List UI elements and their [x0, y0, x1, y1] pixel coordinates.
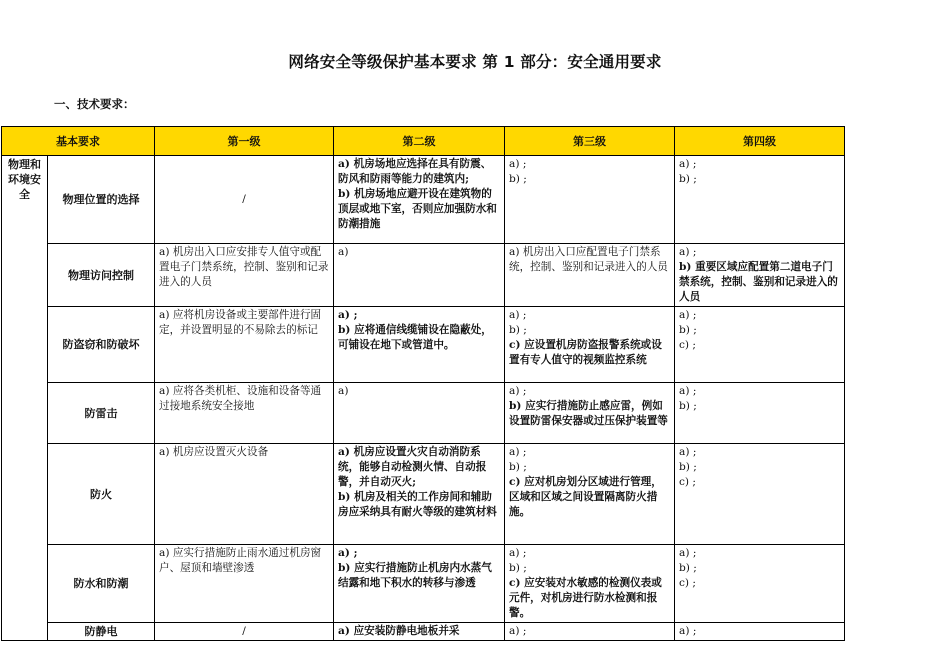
table-body — [2, 156, 845, 641]
header-level-4: 第四级 — [675, 127, 845, 156]
requirement-text: a) 机房出入口应安排专人值守或配置电子门禁系统，控制、鉴别和记录进入的人员 — [159, 246, 329, 288]
level-1-cell — [155, 156, 334, 244]
requirement-text: c) ; — [679, 339, 697, 351]
requirement-text: b) ; — [679, 562, 697, 574]
requirement-text: a) ; — [679, 547, 697, 559]
level-1-cell — [155, 244, 334, 307]
requirement-text: a) 机房场地应选择在具有防震、防风和防雨等能力的建筑内; — [338, 158, 492, 185]
requirement-text: a) 应实行措施防止雨水通过机房窗户、屋顶和墙壁渗透 — [159, 547, 322, 574]
requirement-text: a) ; — [679, 385, 697, 397]
requirement-item-cell: 防水和防潮 — [48, 545, 155, 623]
level-1-cell — [155, 383, 334, 444]
requirement-text: a) 应将机房设备或主要部件进行固定，并设置明显的不易除去的标记 — [159, 309, 322, 336]
requirement-text: / — [242, 625, 246, 637]
requirement-item-cell: 防盗窃和防破坏 — [48, 307, 155, 383]
requirement-text: a) 机房应设置灭火设备 — [159, 446, 269, 458]
level-4-cell — [675, 156, 845, 244]
requirement-text: b) 应实行措施防止机房内水蒸气结露和地下积水的转移与渗透 — [338, 562, 492, 589]
requirement-text: b) 应将通信线缆铺设在隐蔽处，可铺设在地下或管道中。 — [338, 324, 492, 351]
requirement-text: a) 机房出入口应配置电子门禁系统，控制、鉴别和记录进入的人员 — [509, 246, 668, 273]
requirement-text: b) ; — [679, 173, 697, 185]
level-1-cell — [155, 444, 334, 545]
table-row — [2, 156, 845, 244]
level-1-cell — [155, 545, 334, 623]
requirement-text: a) — [338, 385, 349, 397]
requirement-text: a) ; — [679, 246, 697, 258]
level-1-cell — [155, 307, 334, 383]
requirement-text: / — [242, 193, 246, 205]
level-4-cell — [675, 383, 845, 444]
level-3-cell — [505, 623, 675, 641]
header-level-3: 第三级 — [505, 127, 675, 156]
table-row — [2, 383, 845, 444]
table-row — [2, 307, 845, 383]
requirement-text: c) 应对机房划分区域进行管理，区域和区域之间设置隔离防火措施。 — [509, 476, 662, 518]
category-cell: 物理和环境安全 — [2, 156, 48, 641]
requirements-table — [1, 126, 845, 641]
requirement-text: c) ; — [679, 577, 697, 589]
level-3-cell — [505, 383, 675, 444]
requirement-text: a) ; — [509, 309, 527, 321]
table-row — [2, 444, 845, 545]
requirement-text: a) 应安装防静电地板并采 — [338, 625, 460, 637]
document-title: 网络安全等级保护基本要求 第 1 部分：安全通用要求 — [288, 53, 662, 71]
requirement-text: a) ; — [679, 446, 697, 458]
requirement-item-cell: 物理位置的选择 — [48, 156, 155, 244]
level-4-cell — [675, 545, 845, 623]
requirement-text: b) 应实行措施防止感应雷，例如设置防雷保安器或过压保护装置等 — [509, 400, 668, 427]
level-4-cell — [675, 623, 845, 641]
table-header-row — [2, 127, 845, 156]
header-level-2: 第二级 — [334, 127, 505, 156]
header-basic-requirement: 基本要求 — [2, 127, 155, 156]
requirement-text: b) ; — [509, 324, 527, 336]
table-row — [2, 244, 845, 307]
table-row — [2, 623, 845, 641]
requirement-text: a) ; — [338, 309, 358, 321]
level-2-cell — [334, 383, 505, 444]
level-4-cell — [675, 444, 845, 545]
level-3-cell — [505, 545, 675, 623]
level-3-cell — [505, 307, 675, 383]
requirement-text: b) 重要区域应配置第二道电子门禁系统，控制、鉴别和记录进入的人员 — [679, 261, 838, 303]
level-3-cell — [505, 444, 675, 545]
requirement-text: a) ; — [679, 309, 697, 321]
requirement-item-cell: 物理访问控制 — [48, 244, 155, 307]
requirement-text: a) ; — [509, 385, 527, 397]
requirement-text: b) ; — [509, 173, 527, 185]
requirement-text: a) ; — [679, 158, 697, 170]
section-heading: 一、技术要求： — [54, 97, 135, 111]
requirement-text: c) ; — [679, 476, 697, 488]
requirement-text: b) ; — [679, 461, 697, 473]
requirement-text: b) ; — [679, 400, 697, 412]
requirement-text: c) 应设置机房防盗报警系统或设置有专人值守的视频监控系统 — [509, 339, 662, 366]
table-row — [2, 545, 845, 623]
requirement-item-cell: 防雷击 — [48, 383, 155, 444]
requirement-text: a) — [338, 246, 349, 258]
level-4-cell — [675, 307, 845, 383]
level-2-cell — [334, 623, 505, 641]
level-2-cell — [334, 244, 505, 307]
requirement-item-cell: 防火 — [48, 444, 155, 545]
requirement-text: b) 机房场地应避开设在建筑物的顶层或地下室，否则应加强防水和防潮措施 — [338, 188, 497, 230]
requirement-text: a) ; — [509, 158, 527, 170]
level-3-cell — [505, 156, 675, 244]
requirement-text: b) ; — [509, 461, 527, 473]
level-2-cell — [334, 156, 505, 244]
requirement-text: b) 机房及相关的工作房间和辅助房应采纳具有耐火等级的建筑材料 — [338, 491, 497, 518]
level-2-cell — [334, 545, 505, 623]
level-3-cell — [505, 244, 675, 307]
header-level-1: 第一级 — [155, 127, 334, 156]
level-2-cell — [334, 307, 505, 383]
requirement-text: a) ; — [509, 625, 527, 637]
level-1-cell — [155, 623, 334, 641]
level-2-cell — [334, 444, 505, 545]
requirement-item-cell: 防静电 — [48, 623, 155, 641]
requirement-text: a) 机房应设置火灾自动消防系统，能够自动检测火情、自动报警，并自动灭火; — [338, 446, 487, 488]
requirement-text: c) 应安装对水敏感的检测仪表或元件，对机房进行防水检测和报警。 — [509, 577, 662, 619]
level-4-cell — [675, 244, 845, 307]
requirement-text: a) 应将各类机柜、设施和设备等通过接地系统安全接地 — [159, 385, 322, 412]
requirement-text: a) ; — [509, 547, 527, 559]
requirement-text: a) ; — [338, 547, 358, 559]
requirement-text: b) ; — [679, 324, 697, 336]
requirement-text: b) ; — [509, 562, 527, 574]
requirement-text: a) ; — [679, 625, 697, 637]
requirement-text: a) ; — [509, 446, 527, 458]
